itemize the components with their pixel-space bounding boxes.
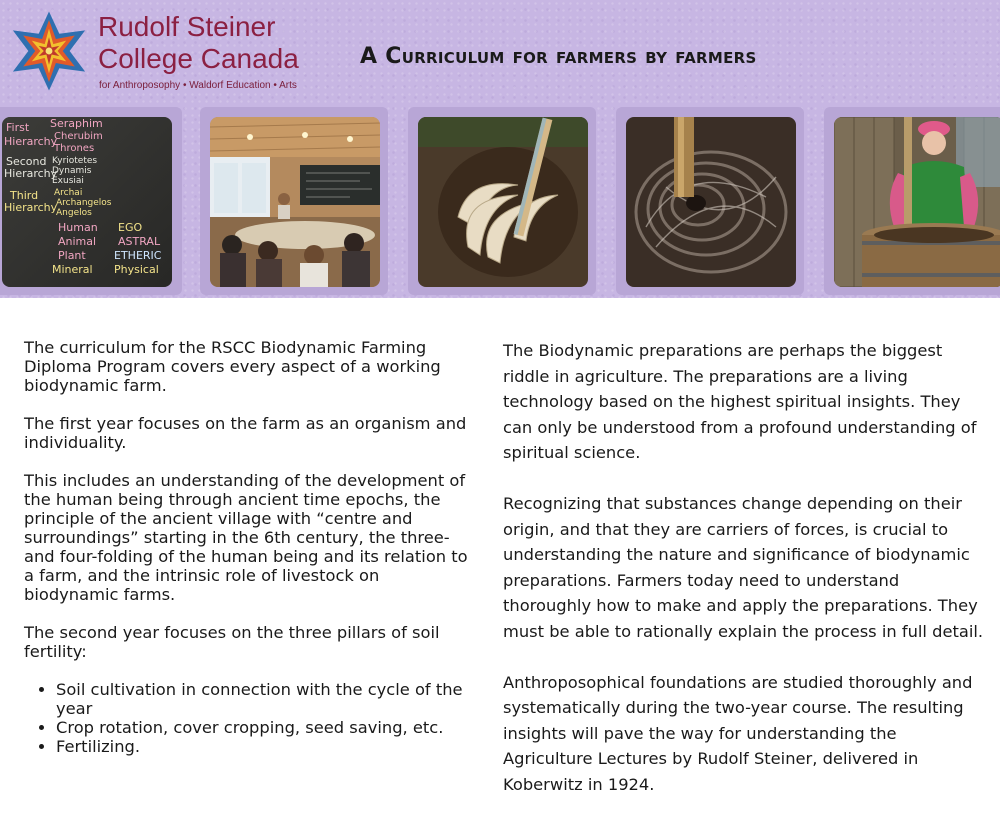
chalk-word: Angelos — [56, 208, 92, 218]
intro-paragraph: The curriculum for the RSCC Biodynamic Farming Diploma Program covers every aspect of a working biodynamic farm. — [24, 338, 441, 395]
substances-paragraph: Recognizing that substances change depending on their origin, and that they are carriers of forces, is crucial to understanding the nature and significance of biodynamic preparations. Farmers today need to understand thoroughly how to make and apply the preparations. They must be able to rationally explain the process in full detail. — [503, 494, 984, 641]
chalk-word: EGO — [118, 221, 143, 234]
chalkboard-photo — [2, 117, 172, 287]
chalk-word: Physical — [114, 263, 159, 276]
chalk-word: Animal — [58, 235, 97, 248]
left-column — [24, 338, 474, 756]
page-headline: A Curriculum for farmers by farmers — [360, 44, 757, 69]
classroom-photo — [210, 117, 380, 287]
chalk-word: Dynamis — [52, 166, 92, 176]
list-item: • Fertilizing. — [56, 737, 474, 756]
chalk-word: Second — [6, 155, 47, 168]
chalk-word: Cherubim — [54, 131, 103, 142]
preparations-paragraph: The Biodynamic preparations are perhaps the biggest riddle in agriculture. The preparations are a living technology based on the highest spiritual insights. They can only be understood from a profound understanding of spiritual science. — [503, 341, 977, 462]
first-year-paragraph: The first year focuses on the farm as an organism and individuality. — [24, 414, 467, 452]
second-year-paragraph: The second year focuses on the three pillars of soil fertility: — [24, 623, 440, 661]
chalk-word: ETHERIC — [114, 249, 162, 262]
chalk-word: Mineral — [52, 263, 93, 276]
chalk-word: Thrones — [54, 143, 95, 154]
star-logo-icon — [6, 8, 92, 94]
brand-name-line2[interactable]: College Canada — [98, 43, 299, 74]
chalk-word: Third — [10, 189, 39, 202]
chalk-word: Plant — [58, 249, 86, 262]
chalk-word: Exusiai — [52, 176, 84, 186]
chalk-word: Archai — [54, 188, 83, 198]
chalk-word: Kyriotetes — [52, 156, 98, 166]
cow-horns-photo — [418, 117, 588, 287]
header-banner — [0, 0, 1000, 298]
chalk-word: Archangelos — [56, 198, 112, 208]
soil-fertility-list — [24, 680, 474, 756]
list-item: • Soil cultivation in connection with the cycle of the year — [56, 680, 474, 718]
brand-name-line1[interactable]: Rudolf Steiner — [98, 11, 276, 42]
brand-tagline: for Anthroposophy • Waldorf Education • Arts — [99, 80, 297, 91]
barrel-stirring-photo — [834, 117, 1000, 287]
anthroposophy-paragraph: Anthroposophical foundations are studied thoroughly and systematically during the two-year course. The resulting insights will pave the way for understanding the Agriculture Lectures by Rudolf Steiner, delivered in Koberwitz in 1924. — [503, 672, 973, 794]
list-item: • Crop rotation, cover cropping, seed saving, etc. — [56, 718, 474, 737]
chalk-word: ASTRAL — [118, 235, 161, 248]
development-paragraph: This includes an understanding of the development of the human being through ancient time epochs, the principle of the ancient village with “centre and surroundings” starting in the 6th century, the three- and four-folding of the human being and its relation to a farm, and the intrinsic role of livestock on biodynamic farms. — [24, 471, 468, 604]
chalk-word: Hierarchy — [4, 167, 58, 180]
chalk-word: Hierarchy — [4, 201, 58, 214]
chalk-word: Human — [58, 221, 98, 234]
water-vortex-photo — [626, 117, 796, 287]
chalk-word: Seraphim — [50, 117, 103, 130]
right-column — [503, 338, 985, 823]
chalk-word: Hierarchy — [4, 135, 58, 148]
chalk-word: First — [6, 121, 30, 134]
